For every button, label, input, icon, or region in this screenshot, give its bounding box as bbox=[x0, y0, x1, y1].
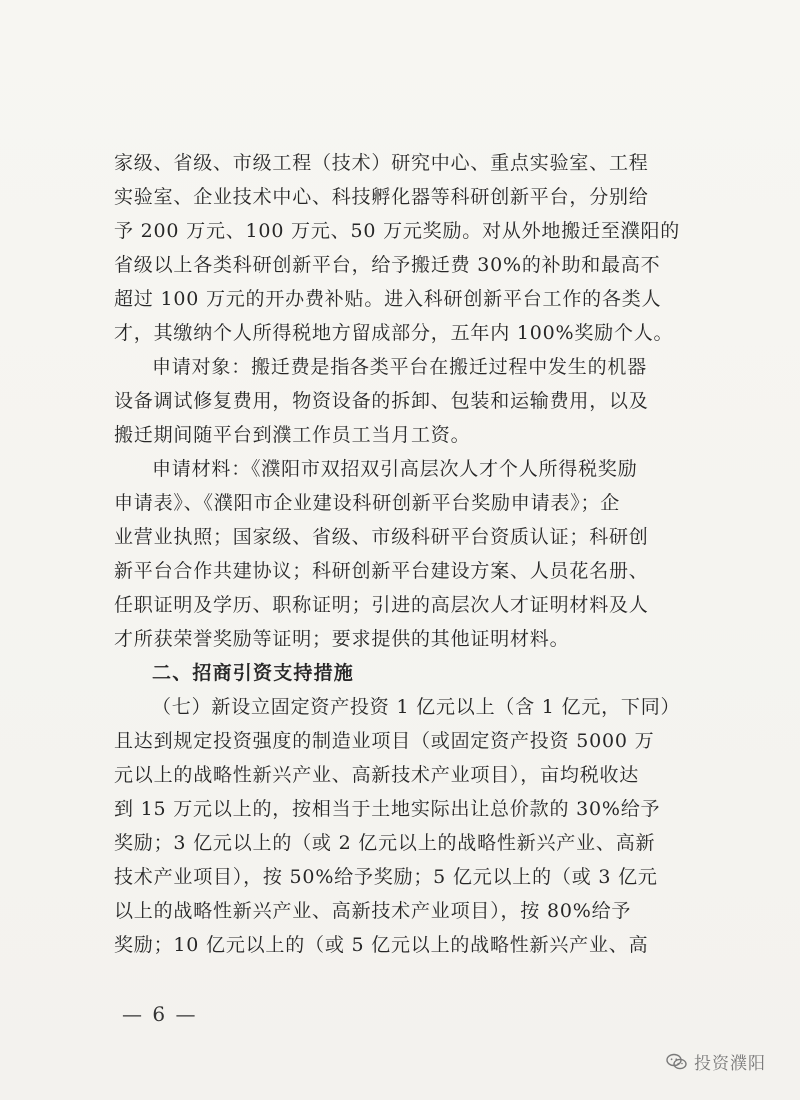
text-line-23: 以上的战略性新兴产业、高新技术产业项目），按 80%给予 bbox=[114, 900, 632, 922]
text-line-6: 才，其缴纳个人所得税地方留成部分，五年内 100%奖励个人。 bbox=[114, 322, 674, 344]
watermark-label: 投资濮阳 bbox=[694, 1054, 766, 1074]
text-line-22: 技术产业项目），按 50%给予奖励；5 亿元以上的（或 3 亿元 bbox=[114, 866, 658, 888]
text-line-11: 申请表》、《濮阳市企业建设科研创新平台奖励申请表》；企 bbox=[114, 492, 621, 514]
wechat-icon bbox=[666, 1053, 688, 1071]
text-line-9: 搬迁期间随平台到濮工作员工当月工资。 bbox=[114, 424, 471, 446]
text-line-18: 且达到规定投资强度的制造业项目（或固定资产投资 5000 万 bbox=[114, 730, 655, 752]
watermark bbox=[666, 1049, 766, 1074]
text-line-12: 业营业执照；国家级、省级、市级科研平台资质认证；科研创 bbox=[114, 526, 649, 548]
page-number: — 6 — bbox=[122, 1002, 198, 1026]
text-line-14: 任职证明及学历、职称证明；引进的高层次人才证明材料及人 bbox=[114, 594, 649, 616]
text-line-20: 到 15 万元以上的，按相当于土地实际出让总价款的 30%给予 bbox=[114, 798, 661, 820]
text-line-15: 才所获荣誉奖励等证明；要求提供的其他证明材料。 bbox=[114, 628, 570, 650]
text-line-17: （七）新设立固定资产投资 1 亿元以上（含 1 亿元，下同） bbox=[152, 696, 681, 718]
text-line-5: 超过 100 万元的开办费补贴。进入科研创新平台工作的各类人 bbox=[114, 288, 662, 310]
text-line-19: 元以上的战略性新兴产业、高新技术产业项目），亩均税收达 bbox=[114, 764, 640, 786]
text-line-7: 申请对象：搬迁费是指各类平台在搬迁过程中发生的机器 bbox=[152, 356, 648, 378]
text-line-4: 省级以上各类科研创新平台，给予搬迁费 30%的补助和最高不 bbox=[114, 254, 661, 276]
text-line-2: 实验室、企业技术中心、科技孵化器等科研创新平台，分别给 bbox=[114, 186, 649, 208]
section-heading: 二、招商引资支持措施 bbox=[152, 662, 355, 684]
text-line-10: 申请材料：《濮阳市双招双引高层次人才个人所得税奖励 bbox=[152, 458, 638, 480]
text-line-24: 奖励；10 亿元以上的（或 5 亿元以上的战略性新兴产业、高 bbox=[114, 934, 649, 956]
text-line-8: 设备调试修复费用，物资设备的拆卸、包装和运输费用，以及 bbox=[114, 390, 649, 412]
document-body bbox=[114, 146, 681, 962]
text-line-21: 奖励；3 亿元以上的（或 2 亿元以上的战略性新兴产业、高新 bbox=[114, 832, 656, 854]
text-line-1: 家级、省级、市级工程（技术）研究中心、重点实验室、工程 bbox=[114, 152, 649, 174]
text-line-3: 予 200 万元、100 万元、50 万元奖励。对从外地搬迁至濮阳的 bbox=[114, 220, 681, 242]
text-line-13: 新平台合作共建协议；科研创新平台建设方案、人员花名册、 bbox=[114, 560, 649, 582]
